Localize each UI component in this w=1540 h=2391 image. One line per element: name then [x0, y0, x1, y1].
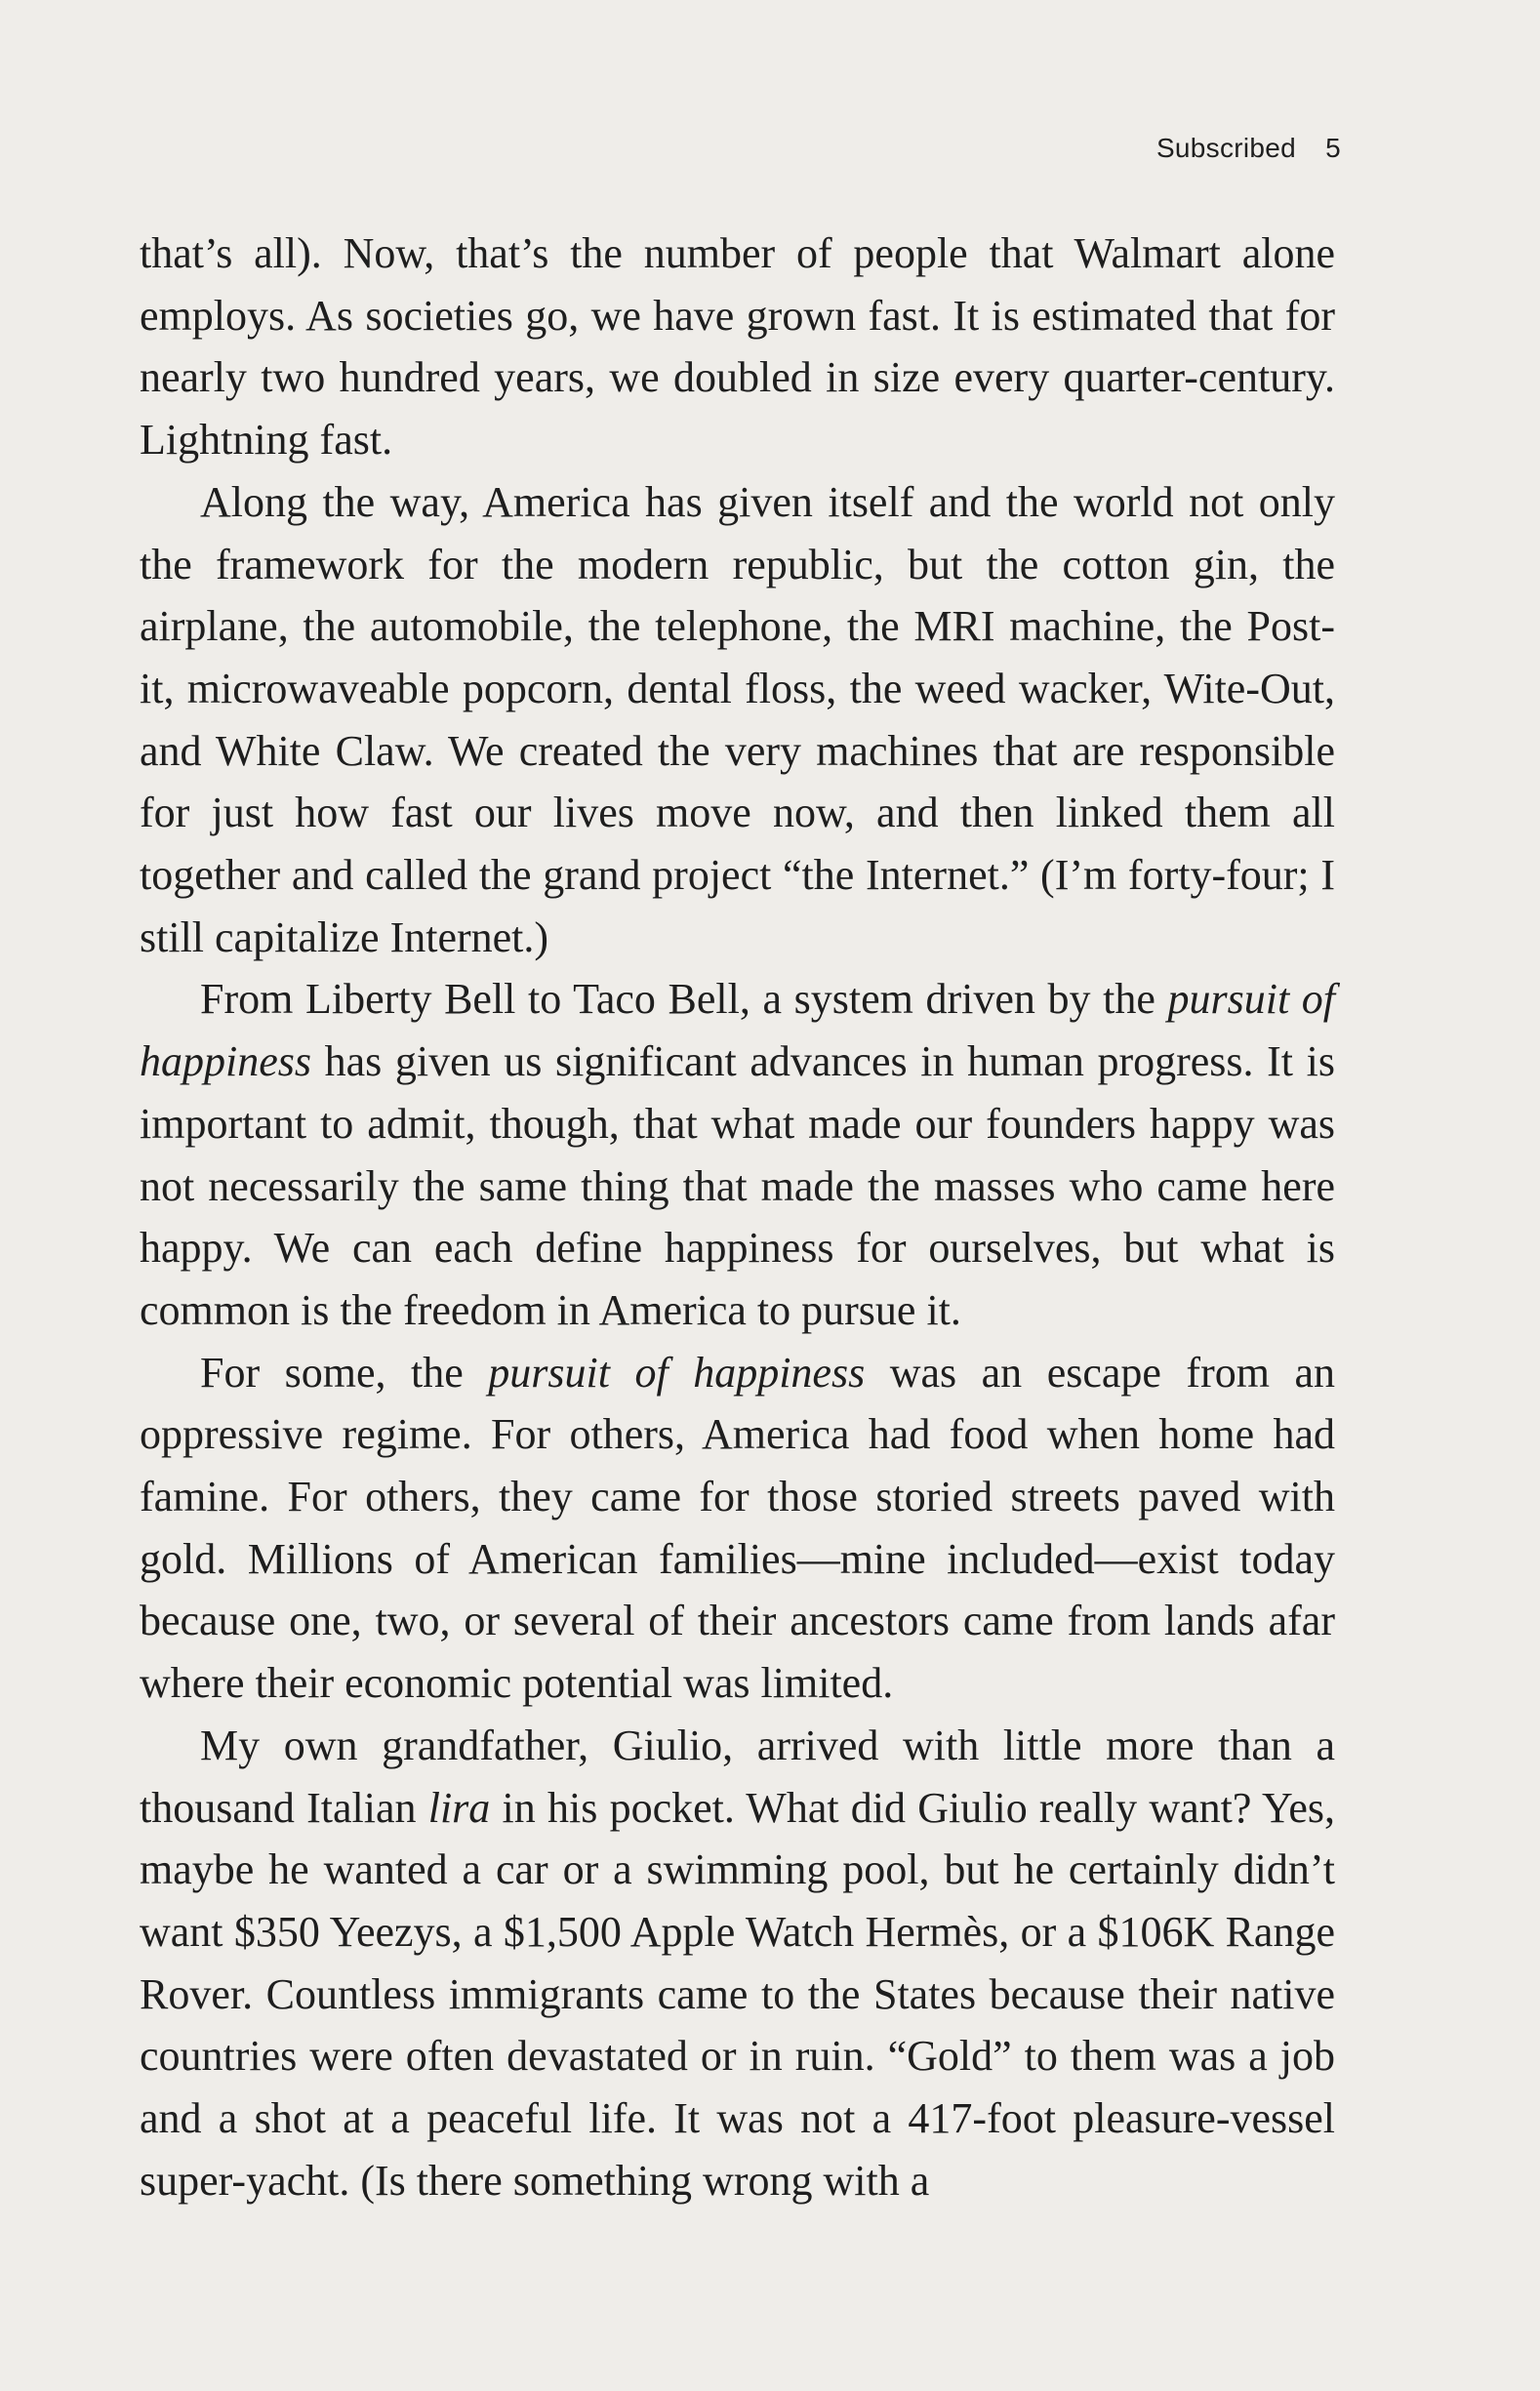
text-run: For some, the [200, 1348, 489, 1397]
text-run: My own grandfather, Giulio, arrived with little more than a thousand Italian [140, 1721, 1335, 1832]
italic-phrase: pursuit of happiness [488, 1348, 866, 1397]
running-head-title: Subscribed [1155, 133, 1297, 163]
paragraph [140, 968, 1335, 1341]
text-run: Along the way, America has given itself and the world not only the framework for the modern republic, but the cotton gin, the airplane, the automobile, the telephone, the MRI machine, the Post-it, microwaveable popcorn, dental floss, the weed wacker, Wite-Out, and White Claw. We created the very machines that are responsible for just how fast our lives move now, and then linked them all together and called the grand project “the Internet.” (I’m forty-four; I still capitalize Internet.) [140, 477, 1335, 961]
paragraph [140, 1342, 1335, 1715]
text-run: in his pocket. What did Giulio really want? Yes, maybe he wanted a car or a swimming pool, but he certainly didn’t want $350 Yeezys, a $1,500 Apple Watch Hermès, or a $106K Range Rover. Countless immigrants came to the States because their native countries were often devastated or in ruin. “Gold” to them was a job and a shot at a peaceful life. It was not a 417-foot pleasure-vessel super-yacht. (Is there something wrong with a [140, 1783, 1335, 2205]
paragraph [140, 223, 1335, 471]
running-head [1156, 133, 1341, 164]
paragraph [140, 1715, 1335, 2212]
text-run: has given us significant advances in human progress. It is important to admit, though, that what made our founders happy was not necessarily the same thing that made the masses who came here happy. We can each define happiness for ourselves, but what is common is the freedom in America to pursue it. [140, 1037, 1335, 1334]
text-run: was an escape from an oppressive regime. For others, America had food when home had famine. For others, they came for those storied streets paved with gold. Millions of American families—mine included—exist today because one, two, or several of their ancestors came from lands afar where their economic potential was limited. [140, 1348, 1335, 1708]
body-text [140, 223, 1335, 2212]
text-run: From Liberty Bell to Taco Bell, a system driven by the [200, 975, 1168, 1024]
italic-phrase: lira [427, 1783, 491, 1832]
italic-phrase: pursuit of happiness [140, 975, 1336, 1086]
paragraph [140, 471, 1335, 969]
text-run: that’s all). Now, that’s the number of people that Walmart alone employs. As societies go, we have grown fast. It is estimated that for nearly two hundred years, we doubled in size every quarter-century. Lightning fast. [140, 229, 1335, 465]
page-number: 5 [1325, 133, 1341, 163]
